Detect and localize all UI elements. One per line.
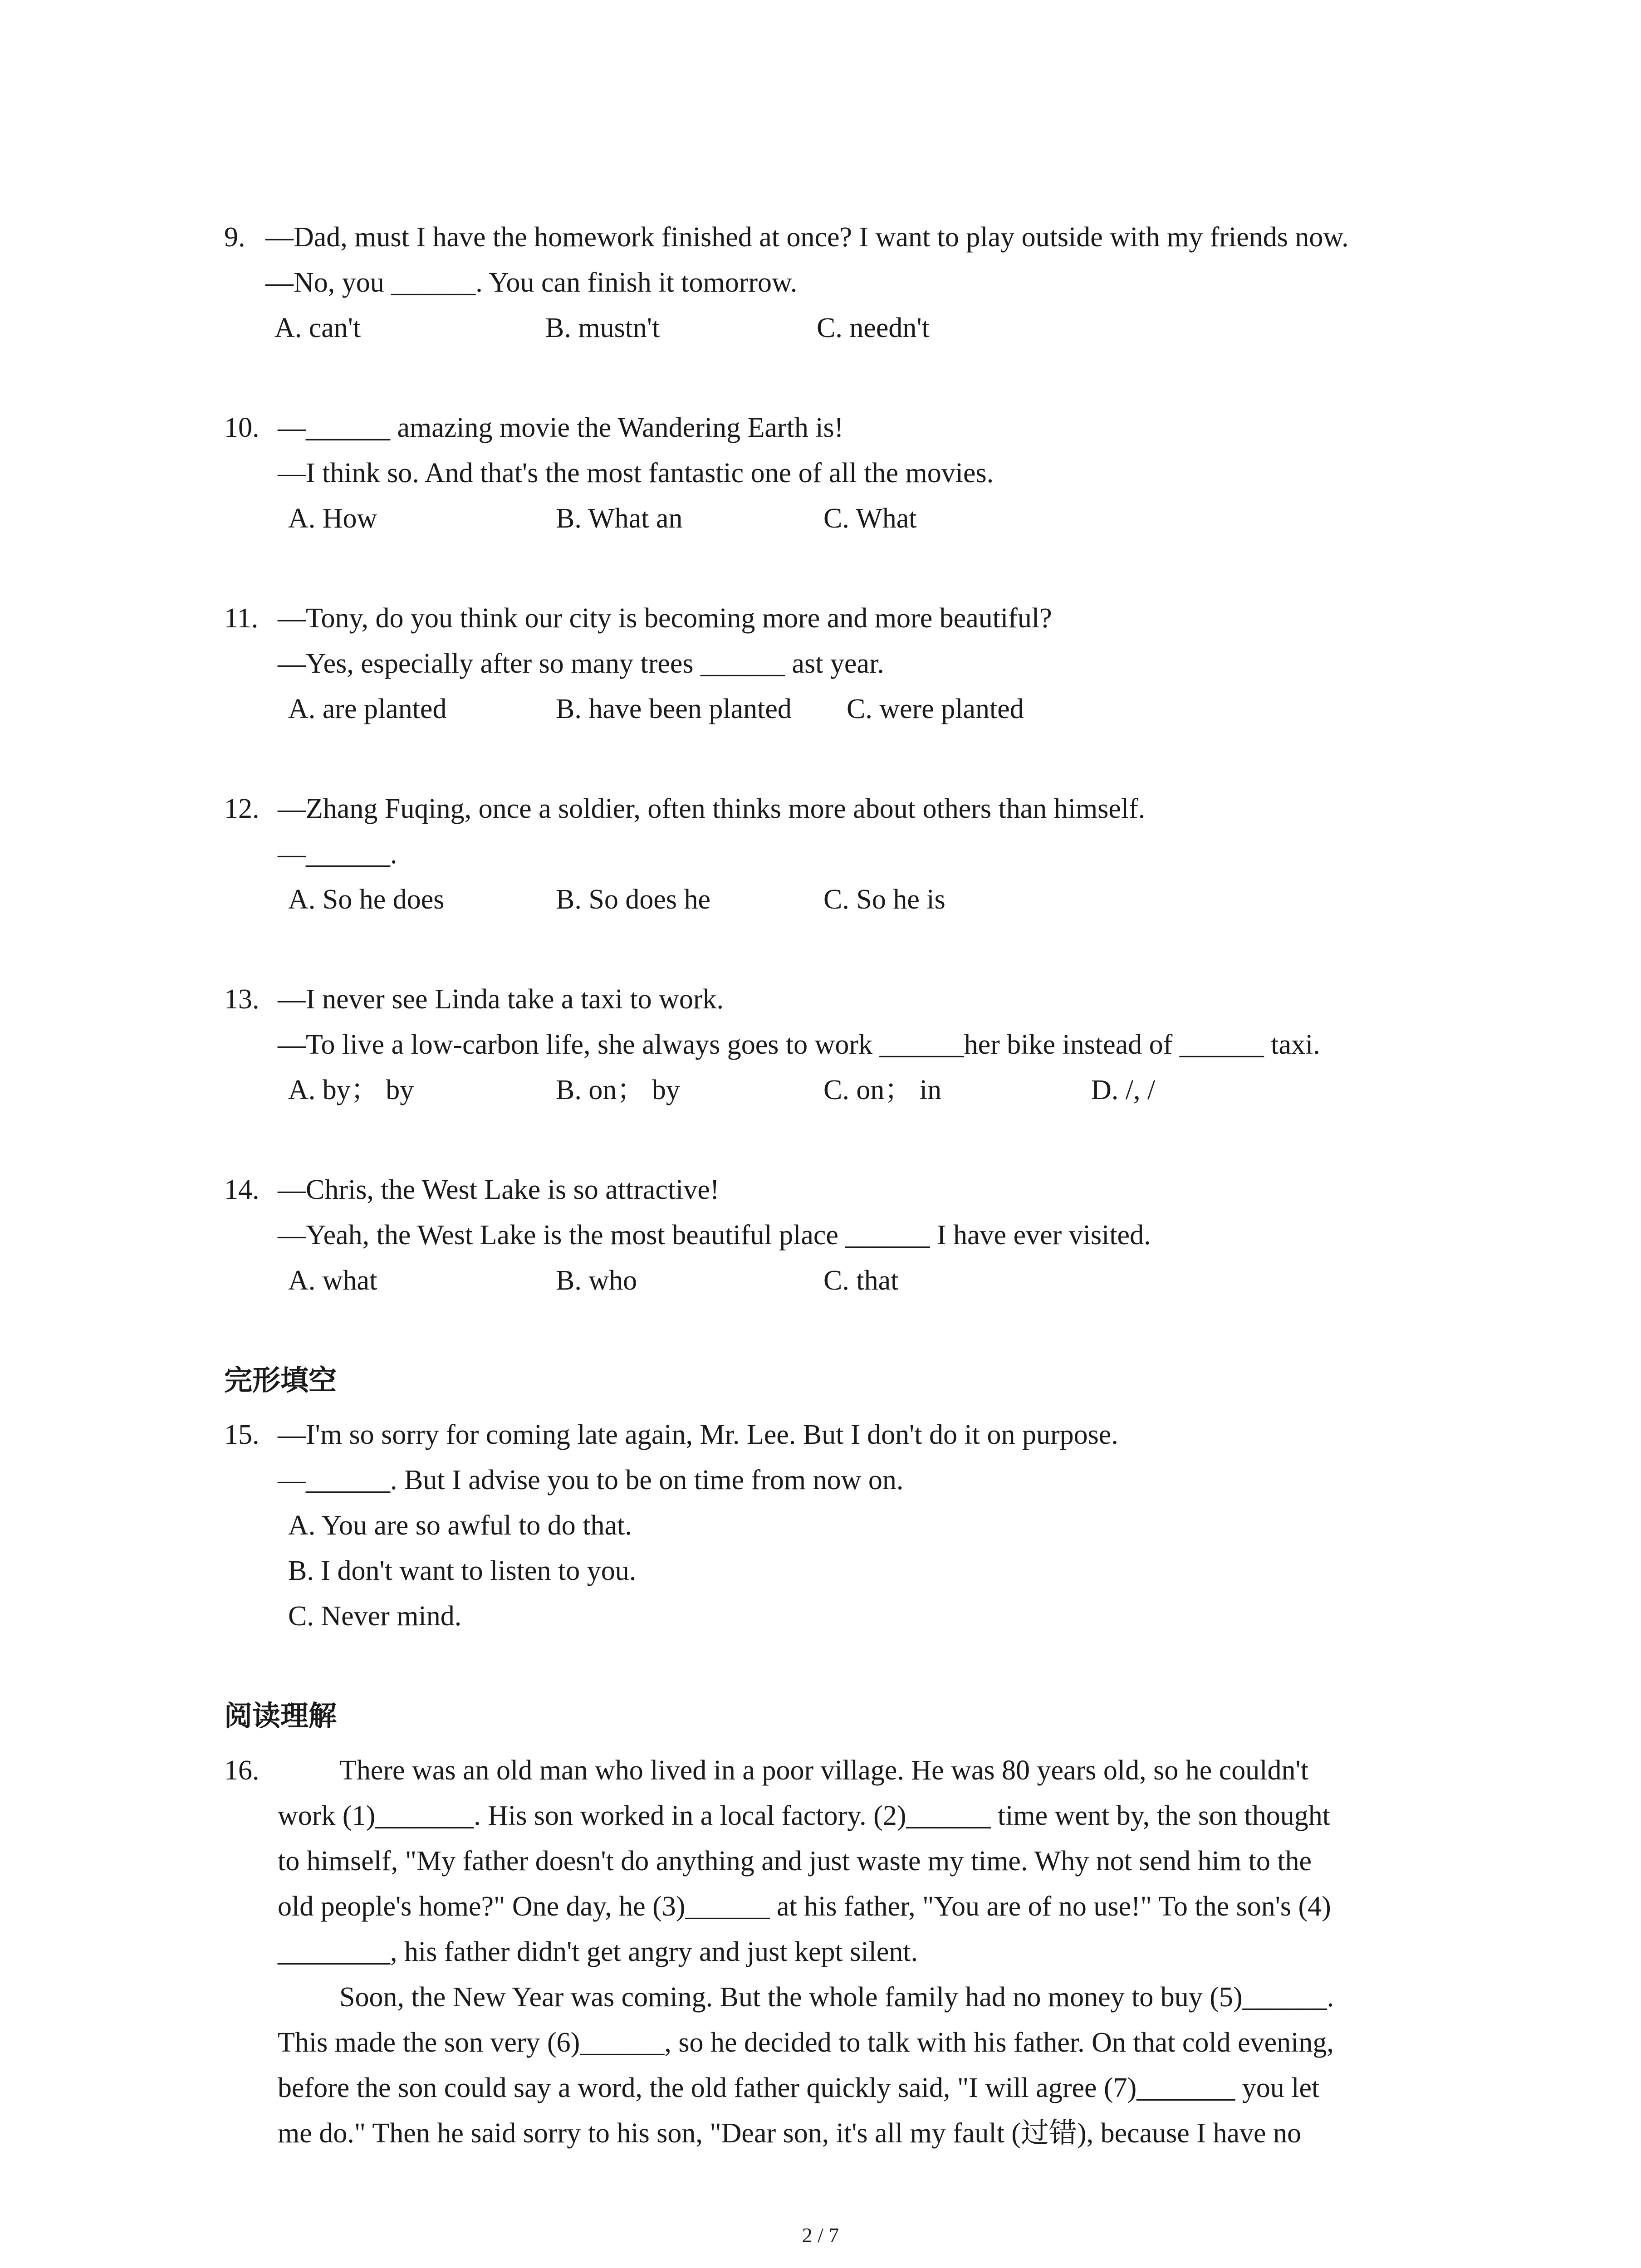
- passage-line: before the son could say a word, the old father quickly said, "I will agree (7)_______ you let: [278, 2072, 1320, 2103]
- question-line: —I'm so sorry for coming late again, Mr. Lee. But I don't do it on purpose.: [278, 1419, 1118, 1450]
- option-c: C. on； in: [823, 1075, 942, 1105]
- question-line: —Zhang Fuqing, once a soldier, often thinks more about others than himself.: [278, 793, 1146, 824]
- passage-line: This made the son very (6)______, so he decided to talk with his father. On that cold evening,: [278, 2027, 1334, 2058]
- passage-line: There was an old man who lived in a poor village. He was 80 years old, so he couldn't: [339, 1755, 1308, 1786]
- option-c: C. that: [823, 1265, 899, 1296]
- passage-line: Soon, the New Year was coming. But the whole family had no money to buy (5)______.: [339, 1982, 1334, 2013]
- question-number: 16.: [224, 1755, 260, 1786]
- option-c: C. needn't: [817, 313, 930, 343]
- question-number: 10.: [224, 412, 260, 443]
- option-b: B. mustn't: [545, 313, 660, 343]
- option-a: A. So he does: [288, 884, 445, 915]
- question-line: —Tony, do you think our city is becoming more and more beautiful?: [278, 603, 1052, 634]
- question-number: 14.: [224, 1174, 260, 1205]
- section-heading-reading: 阅读理解: [224, 1699, 337, 1732]
- option-a: A. by； by: [288, 1075, 414, 1105]
- question-line: —Yes, especially after so many trees ______ ast year.: [278, 648, 884, 679]
- question-line: —No, you ______. You can finish it tomorrow.: [265, 267, 798, 298]
- passage-line: me do." Then he said sorry to his son, "Dear son, it's all my fault (过错), because I have no: [278, 2118, 1301, 2149]
- option-c: C. were planted: [847, 694, 1024, 724]
- question-line: —I never see Linda take a taxi to work.: [278, 984, 724, 1015]
- option-b: B. who: [556, 1265, 637, 1296]
- option-b: B. I don't want to listen to you.: [288, 1555, 637, 1586]
- option-b: B. on； by: [556, 1075, 680, 1105]
- question-line: —______. But I advise you to be on time from now on.: [278, 1465, 904, 1496]
- passage-line: work (1)_______. His son worked in a local factory. (2)______ time went by, the son thought: [278, 1800, 1330, 1831]
- question-number: 9.: [224, 222, 245, 253]
- option-a: A. are planted: [288, 694, 447, 724]
- passage-line: ________, his father didn't get angry and just kept silent.: [278, 1936, 918, 1967]
- passage-line: to himself, "My father doesn't do anything and just waste my time. Why not send him to the: [278, 1846, 1312, 1877]
- page-number: 2 / 7: [802, 2224, 839, 2247]
- option-b: B. have been planted: [556, 694, 792, 724]
- option-d: D. /, /: [1091, 1075, 1156, 1105]
- option-c: C. Never mind.: [288, 1601, 462, 1632]
- question-number: 13.: [224, 984, 260, 1015]
- passage-line: old people's home?" One day, he (3)______ at his father, "You are of no use!" To the son's (4): [278, 1891, 1331, 1922]
- option-b: B. So does he: [556, 884, 710, 915]
- option-c: C. What: [823, 503, 917, 534]
- question-line: —______ amazing movie the Wandering Earth is!: [278, 412, 844, 443]
- option-c: C. So he is: [823, 884, 945, 915]
- option-b: B. What an: [556, 503, 683, 534]
- question-number: 15.: [224, 1419, 260, 1450]
- question-line: —I think so. And that's the most fantastic one of all the movies.: [278, 458, 994, 489]
- question-line: —______.: [278, 839, 397, 870]
- question-line: —To live a low-carbon life, she always goes to work ______her bike instead of ______ taxi.: [278, 1029, 1320, 1060]
- question-line: —Chris, the West Lake is so attractive!: [278, 1174, 720, 1205]
- question-line: —Dad, must I have the homework finished at once? I want to play outside with my friends now.: [265, 222, 1349, 253]
- option-a: A. How: [288, 503, 377, 534]
- question-number: 11.: [224, 603, 259, 634]
- option-a: A. can't: [274, 313, 361, 343]
- section-heading-cloze: 完形填空: [224, 1364, 337, 1397]
- option-a: A. You are so awful to do that.: [288, 1510, 632, 1541]
- question-line: —Yeah, the West Lake is the most beautiful place ______ I have ever visited.: [278, 1220, 1151, 1251]
- option-a: A. what: [288, 1265, 377, 1296]
- question-number: 12.: [224, 793, 260, 824]
